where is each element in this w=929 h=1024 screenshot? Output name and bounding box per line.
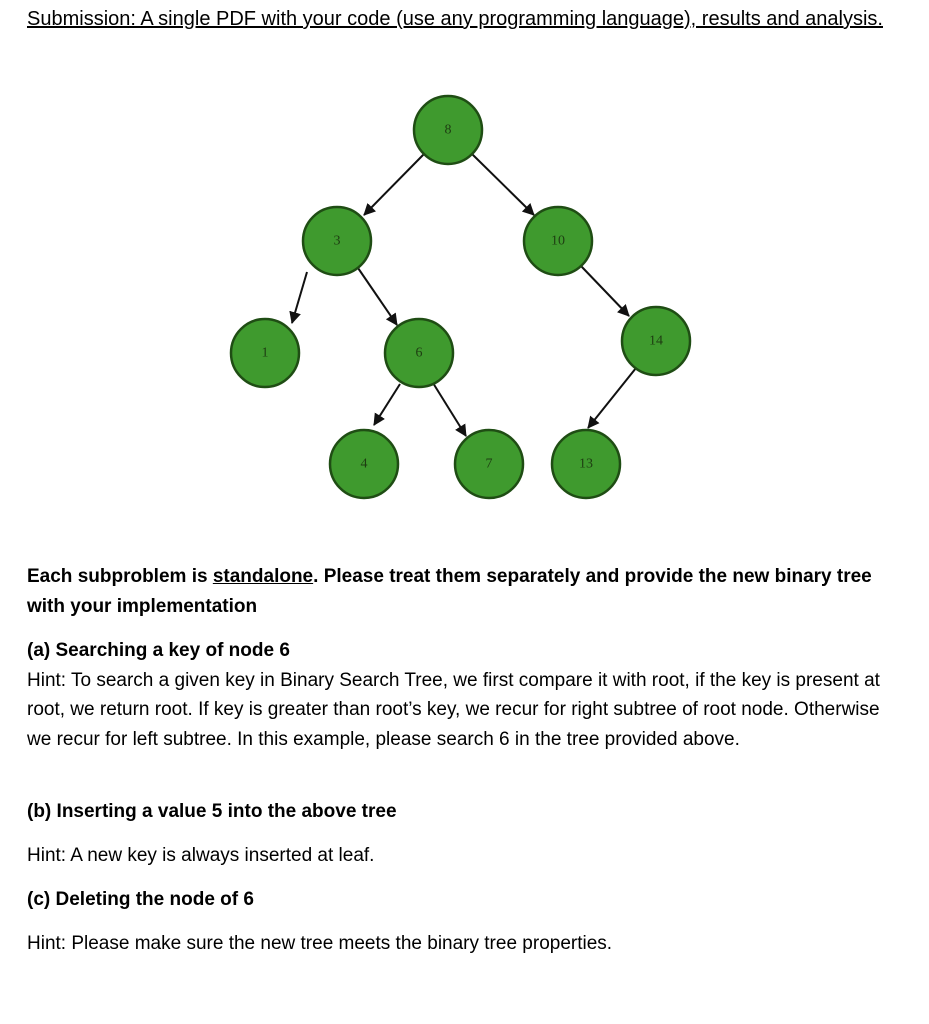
svg-text:13: 13 [579, 456, 593, 472]
edge-14-13 [588, 368, 636, 428]
svg-text:8: 8 [444, 122, 452, 138]
edge-6-7 [433, 383, 466, 436]
svg-text:1: 1 [261, 345, 269, 361]
tree-node-8 [414, 96, 482, 164]
tree-node-1 [231, 319, 299, 387]
tree-node-4 [330, 430, 398, 498]
intro-before: Each subproblem is [27, 566, 213, 587]
tree-node-10 [524, 207, 592, 275]
tree-node-3 [303, 207, 371, 275]
part-c-title: (c) Deleting the node of 6 [27, 889, 254, 910]
submission-instructions: Submission: A single PDF with your code (use any programming language), results and analysis. [27, 8, 883, 30]
part-b-hint: Hint: A new key is always inserted at leaf. [27, 845, 375, 866]
svg-text:6: 6 [415, 345, 423, 361]
part-b-title: (b) Inserting a value 5 into the above tree [27, 801, 397, 822]
edge-3-1 [292, 272, 307, 323]
edge-3-6 [358, 268, 397, 325]
tree-node-6 [385, 319, 453, 387]
svg-text:4: 4 [360, 456, 368, 472]
intro-after: . Please treat them separately and provide the new binary tree with your implementation [27, 566, 872, 617]
svg-text:3: 3 [333, 233, 341, 249]
edge-6-4 [374, 384, 400, 425]
edge-8-10 [472, 154, 534, 215]
tree-node-13 [552, 430, 620, 498]
tree-node-7 [455, 430, 523, 498]
intro-paragraph [27, 562, 907, 621]
svg-text:10: 10 [551, 233, 565, 249]
edge-8-3 [364, 154, 424, 215]
edge-10-14 [581, 266, 629, 316]
part-a-hint: Hint: To search a given key in Binary Search Tree, we first compare it with root, if the key is present at root, we return root. If key is greater than root’s key, we recur for right subtree of root node. Otherwise we recur for left subtree. In this example, please search 6 in the tree provided above. [27, 669, 880, 750]
tree-node-14 [622, 307, 690, 375]
intro-emphasis: standalone [212, 566, 314, 587]
svg-text:14: 14 [649, 333, 663, 349]
part-a-title: (a) Searching a key of node 6 [27, 640, 290, 661]
part-a-section [27, 636, 907, 754]
svg-text:7: 7 [485, 456, 493, 472]
part-c-hint: Hint: Please make sure the new tree meets the binary tree properties. [27, 933, 613, 954]
